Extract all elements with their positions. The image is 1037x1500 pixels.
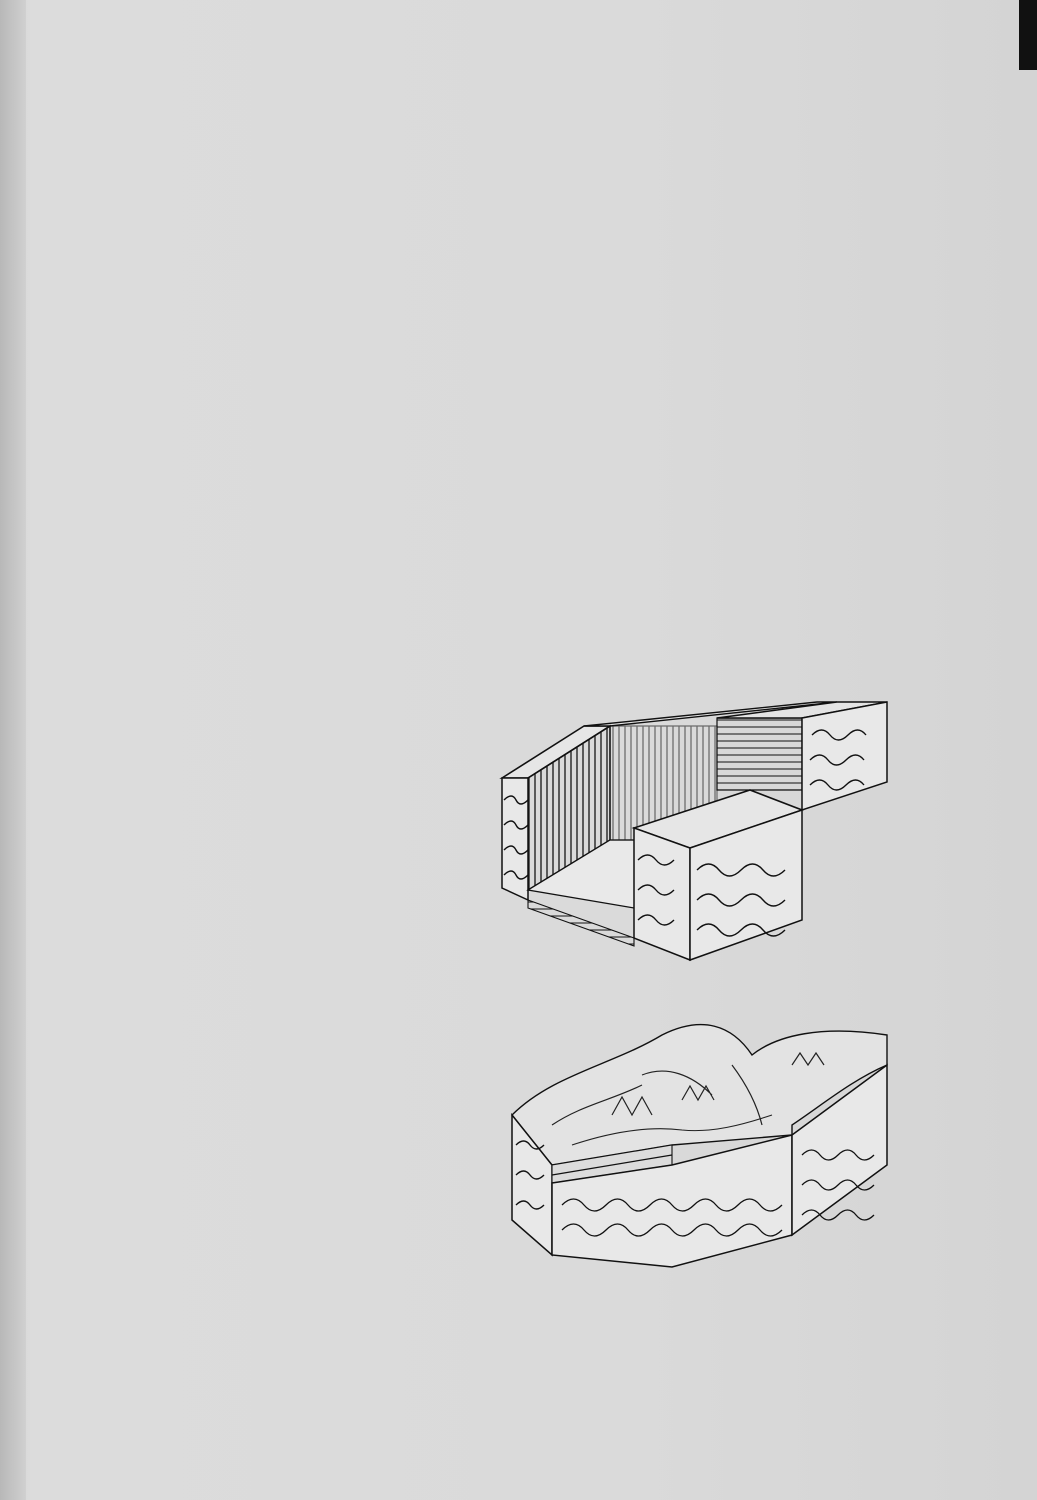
block-diagram-before-erosion [492,690,900,980]
page-spine-shadow [0,0,26,1500]
scan-edge-strip [1019,0,1037,70]
block-diagram-after-erosion [492,1005,900,1275]
